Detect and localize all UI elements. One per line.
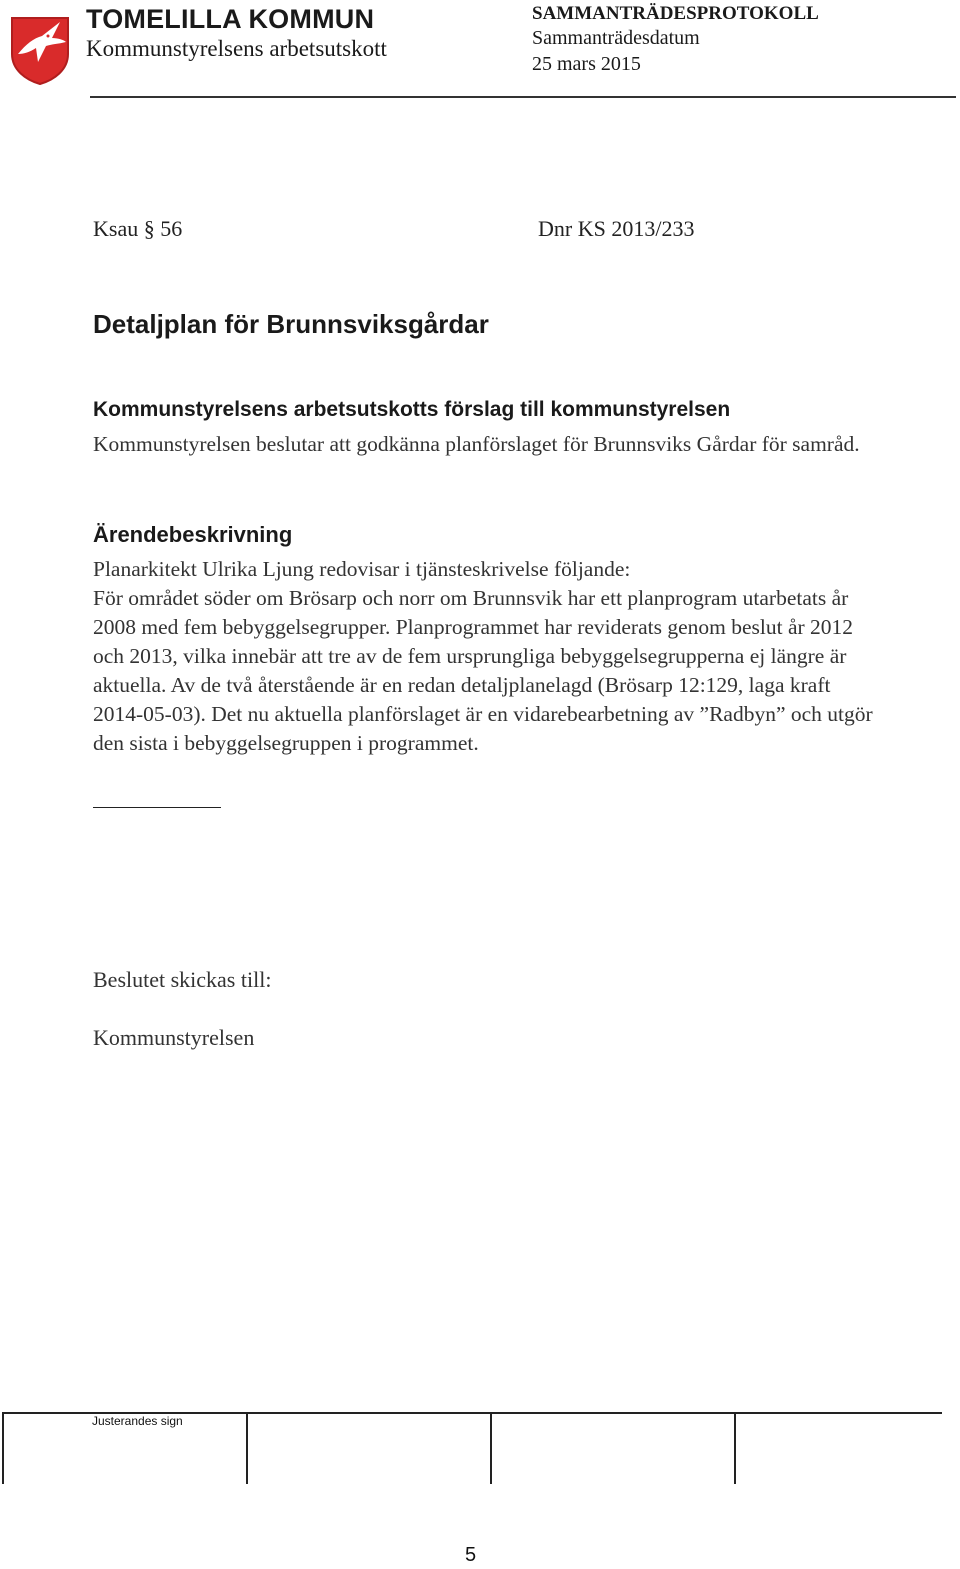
- signature-cell: [734, 1414, 736, 1484]
- header-divider: [90, 96, 956, 98]
- page-number: 5: [465, 1544, 477, 1566]
- description-heading: Ärendebeskrivning: [93, 522, 293, 547]
- meeting-date: 25 mars 2015: [532, 53, 641, 75]
- signature-cell: [2, 1414, 4, 1484]
- page-title: Detaljplan för Brunnsviksgårdar: [93, 309, 489, 339]
- distribution-label: Beslutet skickas till:: [93, 967, 272, 992]
- signature-cell: [246, 1414, 248, 1484]
- org-name: TOMELILLA KOMMUN: [86, 4, 375, 34]
- proposal-heading: Kommunstyrelsens arbetsutskotts förslag till kommunstyrelsen: [93, 398, 731, 421]
- signature-label: Justerandes sign: [92, 1414, 183, 1428]
- section-divider: [93, 807, 221, 808]
- proposal-text: Kommunstyrelsen beslutar att godkänna planförslaget för Brunnsviks Gårdar för samråd.: [93, 432, 860, 456]
- description-body: För området söder om Brösarp och norr om Brunnsvik har ett planprogram utarbetats år 2008 med fem bebyggelsegrupper. Planprogrammet har reviderats genom beslut år 2012 och 2013, vilka innebär att tre av de fem ursprungliga bebyggelsegrupperna ej längre är aktuella. Av de två återstående är en redan detaljplanelagd (Brösarp 12:129, laga kraft 2014-05-03). Det nu aktuella planförslaget är en vidarebearbetning av ”Radbyn” och utgör den sista i bebyggelsegruppen i programmet.: [93, 586, 873, 755]
- description-intro: Planarkitekt Ulrika Ljung redovisar i tjänsteskrivelse följande:: [93, 557, 631, 581]
- signature-cell: [490, 1414, 492, 1484]
- municipality-crest-icon: [8, 14, 72, 86]
- case-reference: Ksau § 56: [93, 216, 183, 241]
- document-type: SAMMANTRÄDESPROTOKOLL: [532, 3, 819, 24]
- meeting-date-label: Sammanträdesdatum: [532, 27, 700, 49]
- distribution-recipient: Kommunstyrelsen: [93, 1025, 255, 1050]
- diary-number: Dnr KS 2013/233: [538, 216, 695, 241]
- org-unit: Kommunstyrelsens arbetsutskott: [86, 36, 387, 61]
